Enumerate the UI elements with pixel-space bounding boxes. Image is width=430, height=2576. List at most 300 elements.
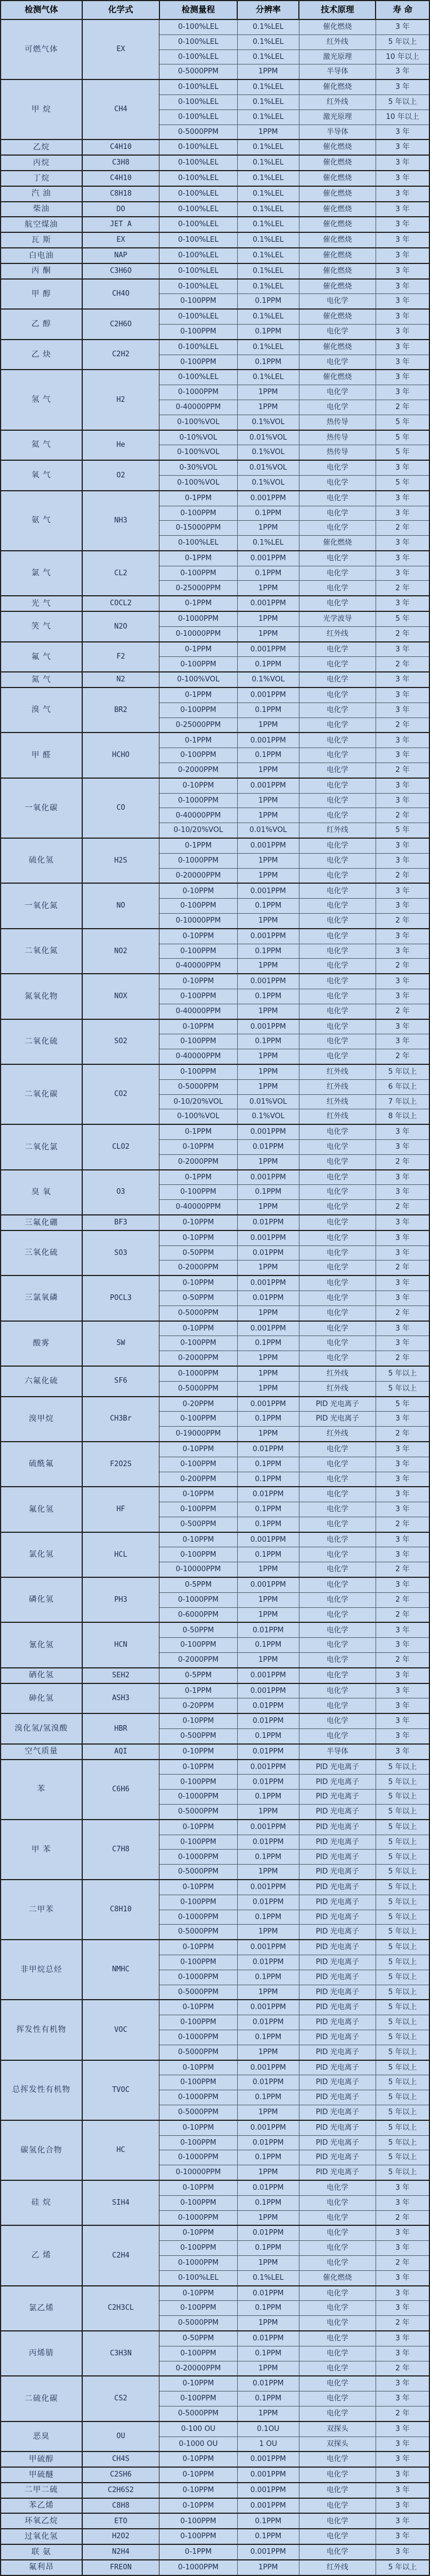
life-cell: 3 年 (376, 1744, 429, 1760)
principle-cell: 催化燃烧 (299, 171, 376, 186)
gas-name-cell: 硅 烷 (1, 2180, 82, 2225)
resolution-cell: 1PPM (237, 1049, 299, 1064)
life-cell: 3 年 (376, 294, 429, 309)
resolution-cell: 1PPM (237, 2361, 299, 2376)
principle-cell: 电化学 (299, 1291, 376, 1306)
resolution-cell: 0.1%LEL (237, 370, 299, 385)
life-cell: 3 年 (376, 1638, 429, 1653)
life-cell: 3 年 (376, 2195, 429, 2210)
life-cell: 3 年 (376, 2529, 429, 2544)
life-cell: 2 年 (376, 1351, 429, 1366)
range-cell: 0-5000PPM (159, 2406, 238, 2421)
resolution-cell: 0.1PPM (237, 2241, 299, 2256)
table-header (1, 1, 429, 19)
range-cell: 0-10000PPM (159, 626, 238, 641)
life-cell: 3 年 (376, 2331, 429, 2346)
principle-cell: 电化学 (299, 385, 376, 400)
resolution-cell: 0.1PPM (237, 2195, 299, 2210)
life-cell: 5 年以上 (376, 2075, 429, 2090)
range-cell: 0-10PPM (159, 1321, 238, 1336)
resolution-cell: 0.01PPM (237, 1895, 299, 1910)
life-cell: 3 年 (376, 1622, 429, 1637)
gas-name-cell: 白电油 (1, 248, 82, 263)
chemical-formula-cell: AQI (82, 1744, 159, 1760)
table-row (1, 248, 429, 263)
chemical-formula-cell: SIH4 (82, 2180, 159, 2225)
life-cell: 3 年 (376, 1442, 429, 1457)
principle-cell: 电化学 (299, 2452, 376, 2467)
principle-cell: 电化学 (299, 1019, 376, 1034)
resolution-cell: 0.001PPM (237, 596, 299, 611)
resolution-cell: 1PPM (237, 1260, 299, 1275)
gas-name-cell: 丙烯腈 (1, 2331, 82, 2376)
principle-cell: 电化学 (299, 1668, 376, 1683)
life-cell: 3 年 (376, 79, 429, 94)
resolution-cell: 1 OU (237, 2437, 299, 2452)
principle-cell: 电化学 (299, 2316, 376, 2331)
life-cell: 2 年 (376, 2361, 429, 2376)
life-cell: 2 年 (376, 959, 429, 974)
chemical-formula-cell: C8H10 (82, 1880, 159, 1940)
life-cell: 3 年 (376, 1487, 429, 1502)
range-cell: 0-10PPM (159, 2225, 238, 2240)
life-cell: 3 年 (376, 551, 429, 566)
range-cell: 0-5000PPM (159, 64, 238, 79)
resolution-cell: 0.1PPM (237, 2346, 299, 2361)
table-row (1, 2180, 429, 2195)
table-row (1, 2452, 429, 2467)
life-cell: 3 年 (376, 248, 429, 263)
principle-cell: 电化学 (299, 1245, 376, 1260)
resolution-cell: 0.001PPM (237, 2120, 299, 2135)
range-cell: 0-20000PPM (159, 2361, 238, 2376)
gas-name-cell: 一氧化氮 (1, 883, 82, 928)
chemical-formula-cell: F2 (82, 642, 159, 672)
resolution-cell: 0.1%LEL (237, 536, 299, 551)
range-cell: 0-100PPM (159, 899, 238, 914)
life-cell: 3 年 (376, 778, 429, 793)
gas-name-cell: 乙 醇 (1, 309, 82, 340)
principle-cell: 电化学 (299, 748, 376, 763)
chemical-formula-cell: C2H2 (82, 340, 159, 370)
range-cell: 0-1000PPM (159, 2255, 238, 2270)
life-cell: 5 年以上 (376, 1850, 429, 1865)
principle-cell: 电化学 (299, 733, 376, 748)
principle-cell: 电化学 (299, 355, 376, 370)
life-cell: 3 年 (376, 1275, 429, 1291)
table-row (1, 2498, 429, 2514)
resolution-cell: 1PPM (237, 521, 299, 536)
table-row (1, 2120, 429, 2135)
life-cell: 2 年 (376, 400, 429, 415)
range-cell: 0-10PPM (159, 1880, 238, 1895)
table-body (1, 19, 429, 2575)
range-cell: 0-100%LEL (159, 79, 238, 94)
gas-name-cell: 甲硫醚 (1, 2467, 82, 2483)
chemical-formula-cell: CH4 (82, 79, 159, 139)
gas-name-cell: 光 气 (1, 596, 82, 611)
life-cell: 3 年 (376, 1502, 429, 1517)
gas-name-cell: 苯 (1, 1760, 82, 1820)
resolution-cell: 0.1PPM (237, 1547, 299, 1562)
range-cell: 0-100PPM (159, 1064, 238, 1079)
range-cell: 0-100%LEL (159, 340, 238, 355)
life-cell: 5 年以上 (376, 1940, 429, 1955)
resolution-cell: 0.01PPM (237, 1487, 299, 1502)
life-cell: 2 年 (376, 1653, 429, 1668)
principle-cell: 电化学 (299, 899, 376, 914)
resolution-cell: 0.1%LEL (237, 232, 299, 248)
principle-cell: PID 光电离子 (299, 1955, 376, 1970)
range-cell: 0-100PPM (159, 566, 238, 581)
principle-cell: PID 光电离子 (299, 1850, 376, 1865)
principle-cell: 催化燃烧 (299, 536, 376, 551)
chemical-formula-cell: HCN (82, 1622, 159, 1667)
resolution-cell: 0.1%VOL (237, 445, 299, 460)
principle-cell: 红外线 (299, 823, 376, 838)
life-cell: 3 年 (376, 506, 429, 521)
resolution-cell: 1PPM (237, 1154, 299, 1169)
principle-cell: PID 光电离子 (299, 1790, 376, 1805)
principle-cell: 电化学 (299, 324, 376, 339)
life-cell: 2 年 (376, 2255, 429, 2270)
range-cell: 0-25000PPM (159, 718, 238, 733)
principle-cell: PID 光电离子 (299, 2120, 376, 2135)
gas-name-cell: 瓦 斯 (1, 232, 82, 248)
resolution-cell: 0.1%LEL (237, 171, 299, 186)
principle-cell: 电化学 (299, 551, 376, 566)
life-cell: 3 年 (376, 491, 429, 506)
table-row (1, 1397, 429, 1412)
chemical-formula-cell: BR2 (82, 687, 159, 733)
table-row (1, 2544, 429, 2560)
col-formula: 化学式 (82, 1, 159, 19)
life-cell: 5 年以上 (376, 2105, 429, 2120)
table-row (1, 1064, 429, 1079)
range-cell: 0-10PPM (159, 2376, 238, 2391)
range-cell: 0-5000PPM (159, 1805, 238, 1820)
resolution-cell: 0.01PPM (237, 2015, 299, 2030)
life-cell: 5 年以上 (376, 2150, 429, 2165)
principle-cell: 电化学 (299, 1683, 376, 1698)
principle-cell: PID 光电离子 (299, 1397, 376, 1412)
principle-cell: 催化燃烧 (299, 139, 376, 155)
table-row (1, 2376, 429, 2391)
life-cell: 3 年 (376, 929, 429, 944)
range-cell: 0-30%VOL (159, 460, 238, 475)
life-cell: 5 年以上 (376, 2015, 429, 2030)
table-row (1, 1321, 429, 1336)
chemical-formula-cell: POCL3 (82, 1275, 159, 1321)
resolution-cell: 0.01PPM (237, 1139, 299, 1154)
principle-cell: 电化学 (299, 1185, 376, 1200)
principle-cell: 电化学 (299, 1729, 376, 1744)
principle-cell: 电化学 (299, 657, 376, 672)
resolution-cell: 0.1PPM (237, 2090, 299, 2105)
life-cell: 7 年以上 (376, 1094, 429, 1109)
life-cell: 3 年 (376, 139, 429, 155)
resolution-cell: 1PPM (237, 914, 299, 929)
range-cell: 0-1000PPM (159, 2090, 238, 2105)
principle-cell: 电化学 (299, 1457, 376, 1472)
principle-cell: 电化学 (299, 1139, 376, 1154)
gas-name-cell: 甲硫醇 (1, 2452, 82, 2467)
table-row (1, 279, 429, 294)
range-cell: 0-1PPM (159, 596, 238, 611)
life-cell: 3 年 (376, 232, 429, 248)
principle-cell: PID 光电离子 (299, 2075, 376, 2090)
resolution-cell: 0.001PPM (237, 491, 299, 506)
principle-cell: 电化学 (299, 1442, 376, 1457)
chemical-formula-cell: N2H4 (82, 2544, 159, 2560)
resolution-cell: 0.1%VOL (237, 475, 299, 490)
range-cell: 0-100PPM (159, 702, 238, 718)
resolution-cell: 0.001PPM (237, 2498, 299, 2514)
life-cell: 3 年 (376, 2421, 429, 2437)
gas-name-cell: 一氧化碳 (1, 778, 82, 838)
resolution-cell: 0.01PPM (237, 2376, 299, 2391)
range-cell: 0-1000PPM (159, 385, 238, 400)
life-cell: 6 年以上 (376, 1079, 429, 1094)
range-cell: 0-100PPM (159, 657, 238, 672)
chemical-formula-cell: BF3 (82, 1215, 159, 1230)
principle-cell: 电化学 (299, 2406, 376, 2421)
chemical-formula-cell: SO3 (82, 1230, 159, 1275)
resolution-cell: 0.01PPM (237, 2331, 299, 2346)
principle-cell: 催化燃烧 (299, 217, 376, 232)
resolution-cell: 1PPM (237, 763, 299, 778)
resolution-cell: 1PPM (237, 1592, 299, 1607)
principle-cell: 电化学 (299, 566, 376, 581)
resolution-cell: 1PPM (237, 1427, 299, 1442)
range-cell: 0-10%VOL (159, 430, 238, 445)
range-cell: 0-1PPM (159, 687, 238, 702)
range-cell: 0-100PPM (159, 1502, 238, 1517)
range-cell: 0-100PPM (159, 1775, 238, 1790)
principle-cell: 电化学 (299, 642, 376, 657)
resolution-cell: 0.1%LEL (237, 19, 299, 34)
gas-name-cell: 环氧乙烷 (1, 2513, 82, 2529)
principle-cell: 电化学 (299, 1472, 376, 1487)
resolution-cell: 0.1PPM (237, 355, 299, 370)
resolution-cell: 0.1PPM (237, 1910, 299, 1925)
resolution-cell: 1PPM (237, 1865, 299, 1880)
resolution-cell: 0.1%LEL (237, 155, 299, 171)
range-cell: 0-10PPM (159, 2452, 238, 2467)
principle-cell: 电化学 (299, 883, 376, 898)
principle-cell: 电化学 (299, 475, 376, 490)
chemical-formula-cell: NMHC (82, 1940, 159, 2000)
gas-name-cell: 氧 气 (1, 460, 82, 491)
principle-cell: PID 光电离子 (299, 1940, 376, 1955)
life-cell: 3 年 (376, 1139, 429, 1154)
chemical-formula-cell: O2 (82, 460, 159, 491)
principle-cell: 红外线 (299, 94, 376, 109)
range-cell: 0-10PPM (159, 2286, 238, 2301)
principle-cell: 电化学 (299, 763, 376, 778)
gas-name-cell: 二甲苯 (1, 1880, 82, 1940)
range-cell: 0-100PPM (159, 1955, 238, 1970)
resolution-cell: 0.01PPM (237, 1775, 299, 1790)
table-row (1, 929, 429, 944)
resolution-cell: 0.1%LEL (237, 202, 299, 217)
chemical-formula-cell: SEH2 (82, 1668, 159, 1683)
range-cell: 0-10/20%VOL (159, 823, 238, 838)
range-cell: 0-100PPM (159, 1638, 238, 1653)
range-cell: 0-1000PPM (159, 1790, 238, 1805)
life-cell: 3 年 (376, 566, 429, 581)
resolution-cell: 1PPM (237, 611, 299, 626)
gas-name-cell: 溴化氢/氢溴酸 (1, 1713, 82, 1744)
table-row (1, 1577, 429, 1592)
principle-cell: 红外线 (299, 34, 376, 49)
resolution-cell: 1PPM (237, 1004, 299, 1019)
resolution-cell: 1PPM (237, 1653, 299, 1668)
life-cell: 5 年以上 (376, 1895, 429, 1910)
life-cell: 5 年以上 (376, 1955, 429, 1970)
range-cell: 0-100%LEL (159, 94, 238, 109)
range-cell: 0-10PPM (159, 1215, 238, 1230)
principle-cell: 电化学 (299, 2225, 376, 2240)
resolution-cell: 1PPM (237, 124, 299, 139)
table-row (1, 672, 429, 687)
resolution-cell: 0.01PPM (237, 1955, 299, 1970)
life-cell: 3 年 (376, 2391, 429, 2406)
life-cell: 3 年 (376, 279, 429, 294)
principle-cell: 半导体 (299, 64, 376, 79)
principle-cell: PID 光电离子 (299, 1760, 376, 1775)
range-cell: 0-20PPM (159, 1397, 238, 1412)
life-cell: 3 年 (376, 64, 429, 79)
life-cell: 3 年 (376, 1230, 429, 1245)
chemical-formula-cell: H2O2 (82, 2529, 159, 2544)
principle-cell: 催化燃烧 (299, 155, 376, 171)
table-row (1, 1744, 429, 1760)
life-cell: 5 年以上 (376, 1925, 429, 1940)
principle-cell: 电化学 (299, 853, 376, 868)
life-cell: 5 年 (376, 415, 429, 430)
life-cell: 3 年 (376, 2301, 429, 2316)
life-cell: 2 年 (376, 2316, 429, 2331)
chemical-formula-cell: C8H8 (82, 2498, 159, 2514)
resolution-cell: 0.1PPM (237, 1517, 299, 1532)
resolution-cell: 1PPM (237, 1985, 299, 2000)
chemical-formula-cell: ETO (82, 2513, 159, 2529)
gas-name-cell: 氯乙烯 (1, 2286, 82, 2331)
resolution-cell: 1PPM (237, 1562, 299, 1577)
principle-cell: 电化学 (299, 793, 376, 808)
chemical-formula-cell: PH3 (82, 1577, 159, 1622)
principle-cell: 电化学 (299, 1502, 376, 1517)
range-cell: 0-100%VOL (159, 475, 238, 490)
principle-cell: 电化学 (299, 1351, 376, 1366)
gas-name-cell: 丙烷 (1, 155, 82, 171)
chemical-formula-cell: CLO2 (82, 1124, 159, 1169)
chemical-formula-cell: CH4S (82, 2452, 159, 2467)
table-row (1, 1487, 429, 1502)
chemical-formula-cell: N2 (82, 672, 159, 687)
range-cell: 0-100PPM (159, 2015, 238, 2030)
life-cell: 3 年 (376, 1577, 429, 1592)
resolution-cell: 1PPM (237, 2045, 299, 2060)
life-cell: 5 年以上 (376, 1880, 429, 1895)
range-cell: 0-40000PPM (159, 1004, 238, 1019)
life-cell: 3 年 (376, 1185, 429, 1200)
principle-cell: PID 光电离子 (299, 2000, 376, 2015)
principle-cell: PID 光电离子 (299, 2135, 376, 2150)
table-row (1, 778, 429, 793)
table-row (1, 1170, 429, 1185)
resolution-cell: 0.01PPM (237, 1744, 299, 1760)
table-row (1, 1622, 429, 1637)
principle-cell: 红外线 (299, 1109, 376, 1124)
gas-name-cell: 硒化氢 (1, 1668, 82, 1683)
life-cell: 5 年以上 (376, 2120, 429, 2135)
resolution-cell: 1PPM (237, 2316, 299, 2331)
principle-cell: 电化学 (299, 868, 376, 883)
range-cell: 0-100PPM (159, 1412, 238, 1427)
principle-cell: PID 光电离子 (299, 1805, 376, 1820)
chemical-formula-cell: HCHO (82, 733, 159, 778)
resolution-cell: 0.1PPM (237, 2030, 299, 2045)
resolution-cell: 0.1PPM (237, 702, 299, 718)
principle-cell: 电化学 (299, 400, 376, 415)
table-row (1, 883, 429, 898)
principle-cell: 催化燃烧 (299, 232, 376, 248)
life-cell: 2 年 (376, 1562, 429, 1577)
principle-cell: 激光原理 (299, 109, 376, 124)
chemical-formula-cell: C3H8 (82, 155, 159, 171)
gas-name-cell: 过氧化氢 (1, 2529, 82, 2544)
chemical-formula-cell: C3H6O (82, 263, 159, 279)
gas-name-cell: 甲 苯 (1, 1820, 82, 1880)
gas-name-cell: 氢 气 (1, 370, 82, 430)
life-cell: 3 年 (376, 974, 429, 989)
principle-cell: 电化学 (299, 1547, 376, 1562)
life-cell: 3 年 (376, 596, 429, 611)
range-cell: 0-1000 OU (159, 2437, 238, 2452)
resolution-cell: 0.1%LEL (237, 248, 299, 263)
gas-name-cell: 三氧化硫 (1, 1230, 82, 1275)
life-cell: 3 年 (376, 672, 429, 687)
principle-cell: PID 光电离子 (299, 1925, 376, 1940)
resolution-cell: 0.1%LEL (237, 309, 299, 324)
life-cell: 3 年 (376, 989, 429, 1004)
range-cell: 0-40000PPM (159, 959, 238, 974)
gas-name-cell: 乙 烯 (1, 2225, 82, 2285)
range-cell: 0-10PPM (159, 1230, 238, 1245)
range-cell: 0-10PPM (159, 1760, 238, 1775)
resolution-cell: 0.1PPM (237, 294, 299, 309)
life-cell: 3 年 (376, 1547, 429, 1562)
principle-cell: 红外线 (299, 1079, 376, 1094)
life-cell: 2 年 (376, 1049, 429, 1064)
table-row (1, 1713, 429, 1728)
life-cell: 5 年 (376, 430, 429, 445)
table-row (1, 340, 429, 355)
table-row (1, 2421, 429, 2437)
gas-name-cell: 柴油 (1, 202, 82, 217)
range-cell: 0-1PPM (159, 1124, 238, 1139)
range-cell: 0-10PPM (159, 1940, 238, 1955)
life-cell: 5 年以上 (376, 1790, 429, 1805)
resolution-cell: 1PPM (237, 385, 299, 400)
table-row (1, 1230, 429, 1245)
range-cell: 0-10PPM (159, 1820, 238, 1835)
resolution-cell: 1PPM (237, 1925, 299, 1940)
life-cell: 2 年 (376, 1517, 429, 1532)
life-cell: 5 年 (376, 823, 429, 838)
